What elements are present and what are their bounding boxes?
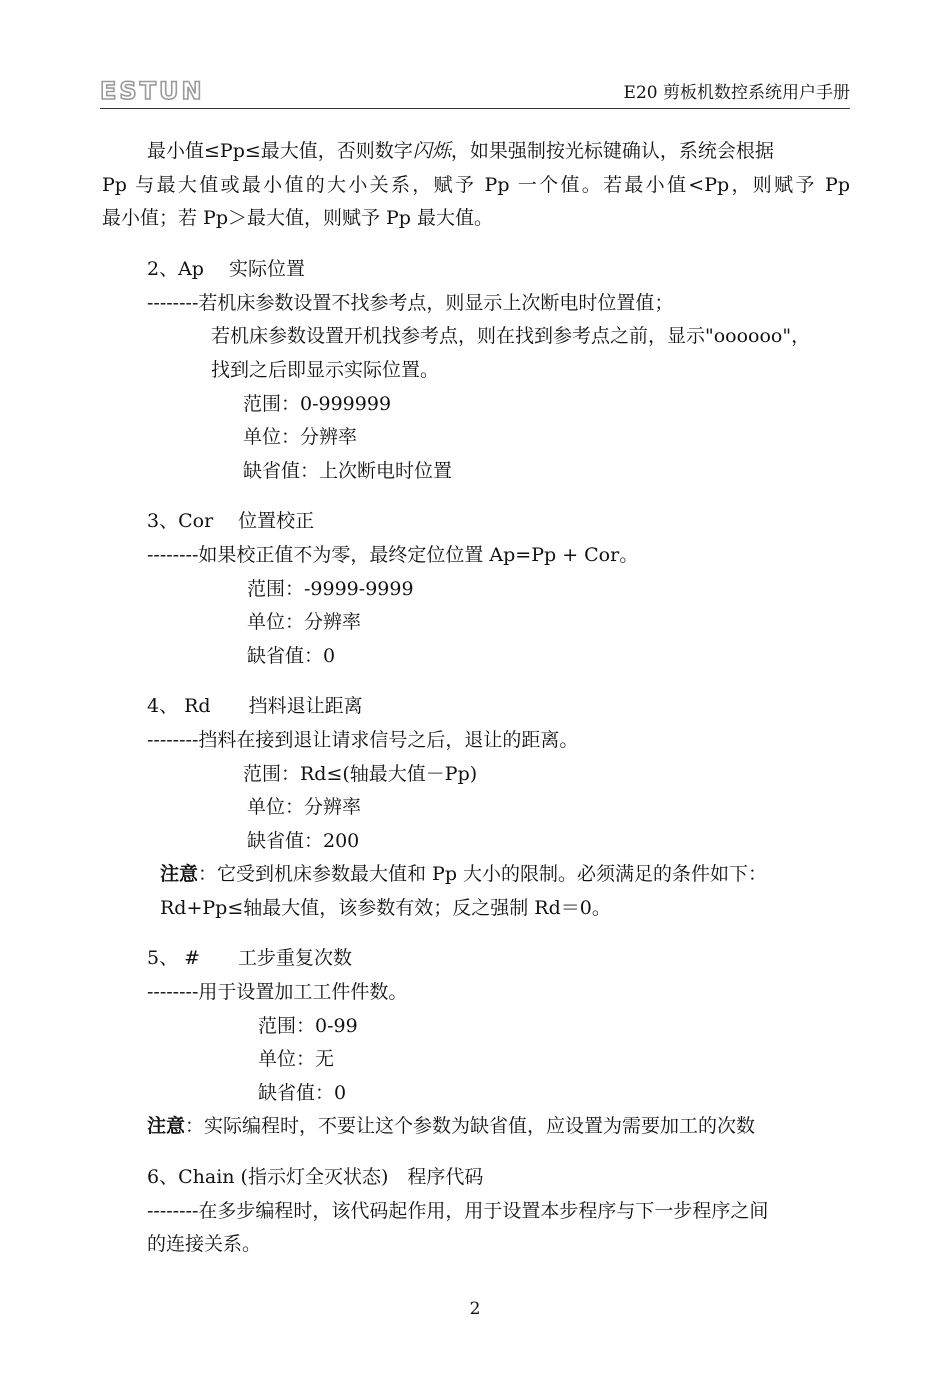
sec5-title: 5、 # 工步重复次数: [147, 947, 353, 969]
intro-line-1: [147, 136, 774, 166]
sec5-note: [147, 1111, 755, 1141]
page-number: 2: [469, 1299, 481, 1319]
intro-line-2: Pp 与最大值或最小值的大小关系，赋予 Pp 一个值。若最小值<Pp，则赋予 Pp: [102, 174, 850, 196]
sec4-default: 缺省值：200: [247, 830, 360, 852]
estun-logo: ESTUN: [100, 77, 205, 105]
header-title: E20 剪板机数控系统用户手册: [623, 83, 850, 103]
sec2-title: 2、Ap 实际位置: [147, 258, 306, 280]
sec4-note-1: [160, 859, 767, 889]
sec5-desc: --------用于设置加工工件件数。: [147, 981, 408, 1003]
sec2-default: 缺省值：上次断电时位置: [243, 460, 453, 482]
sec3-desc: --------如果校正值不为零，最终定位位置 Ap=Pp + Cor。: [147, 544, 639, 566]
sec2-unit: 单位：分辨率: [243, 426, 358, 448]
sec5-default: 缺省值：0: [258, 1082, 347, 1104]
sec4-range: 范围：Rd≤(轴最大值－Pp): [243, 763, 478, 785]
sec4-desc: --------挡料在接到退让请求信号之后，退让的距离。: [147, 729, 579, 751]
sec6-desc-2: 的连接关系。: [147, 1233, 262, 1255]
sec6-title: 6、Chain (指示灯全灭状态) 程序代码: [147, 1166, 484, 1188]
sec4-unit: 单位：分辨率: [247, 796, 362, 818]
sec4-title: 4、 Rd 挡料退让距离: [147, 695, 363, 717]
sec3-title: 3、Cor 位置校正: [147, 510, 315, 532]
intro-emphasis: 闪烁: [412, 140, 451, 162]
page-header: [100, 78, 850, 109]
sec5-note-text: ：实际编程时，不要让这个参数为缺省值，应设置为需要加工的次数: [185, 1115, 756, 1137]
intro-line-3: 最小值；若 Pp＞最大值，则赋予 Pp 最大值。: [102, 207, 494, 229]
intro-text-b: ，如果强制按光标键确认，系统会根据: [450, 140, 774, 162]
sec5-range: 范围：0-99: [258, 1015, 358, 1037]
intro-text-a: 最小值≤Pp≤最大值，否则数字: [147, 140, 413, 162]
sec3-unit: 单位：分辨率: [247, 611, 362, 633]
sec2-desc-3: 找到之后即显示实际位置。: [211, 359, 440, 381]
note-label: 注意: [147, 1115, 186, 1137]
sec2-desc-1: --------若机床参数设置不找参考点，则显示上次断电时位置值；: [147, 292, 674, 314]
sec2-desc-2: 若机床参数设置开机找参考点，则在找到参考点之前，显示"oooooo"，: [211, 325, 811, 347]
sec3-range: 范围：-9999-9999: [247, 578, 414, 600]
sec2-range: 范围：0-999999: [243, 393, 392, 415]
sec6-desc-1: --------在多步编程时，该代码起作用，用于设置本步程序与下一步程序之间: [147, 1200, 769, 1222]
sec4-note-text: ：它受到机床参数最大值和 Pp 大小的限制。必须满足的条件如下：: [198, 863, 768, 885]
sec5-unit: 单位：无: [258, 1048, 335, 1070]
sec3-default: 缺省值：0: [247, 645, 336, 667]
sec4-note-2: Rd+Pp≤轴最大值，该参数有效；反之强制 Rd＝0。: [160, 897, 611, 919]
note-label: 注意: [160, 863, 199, 885]
